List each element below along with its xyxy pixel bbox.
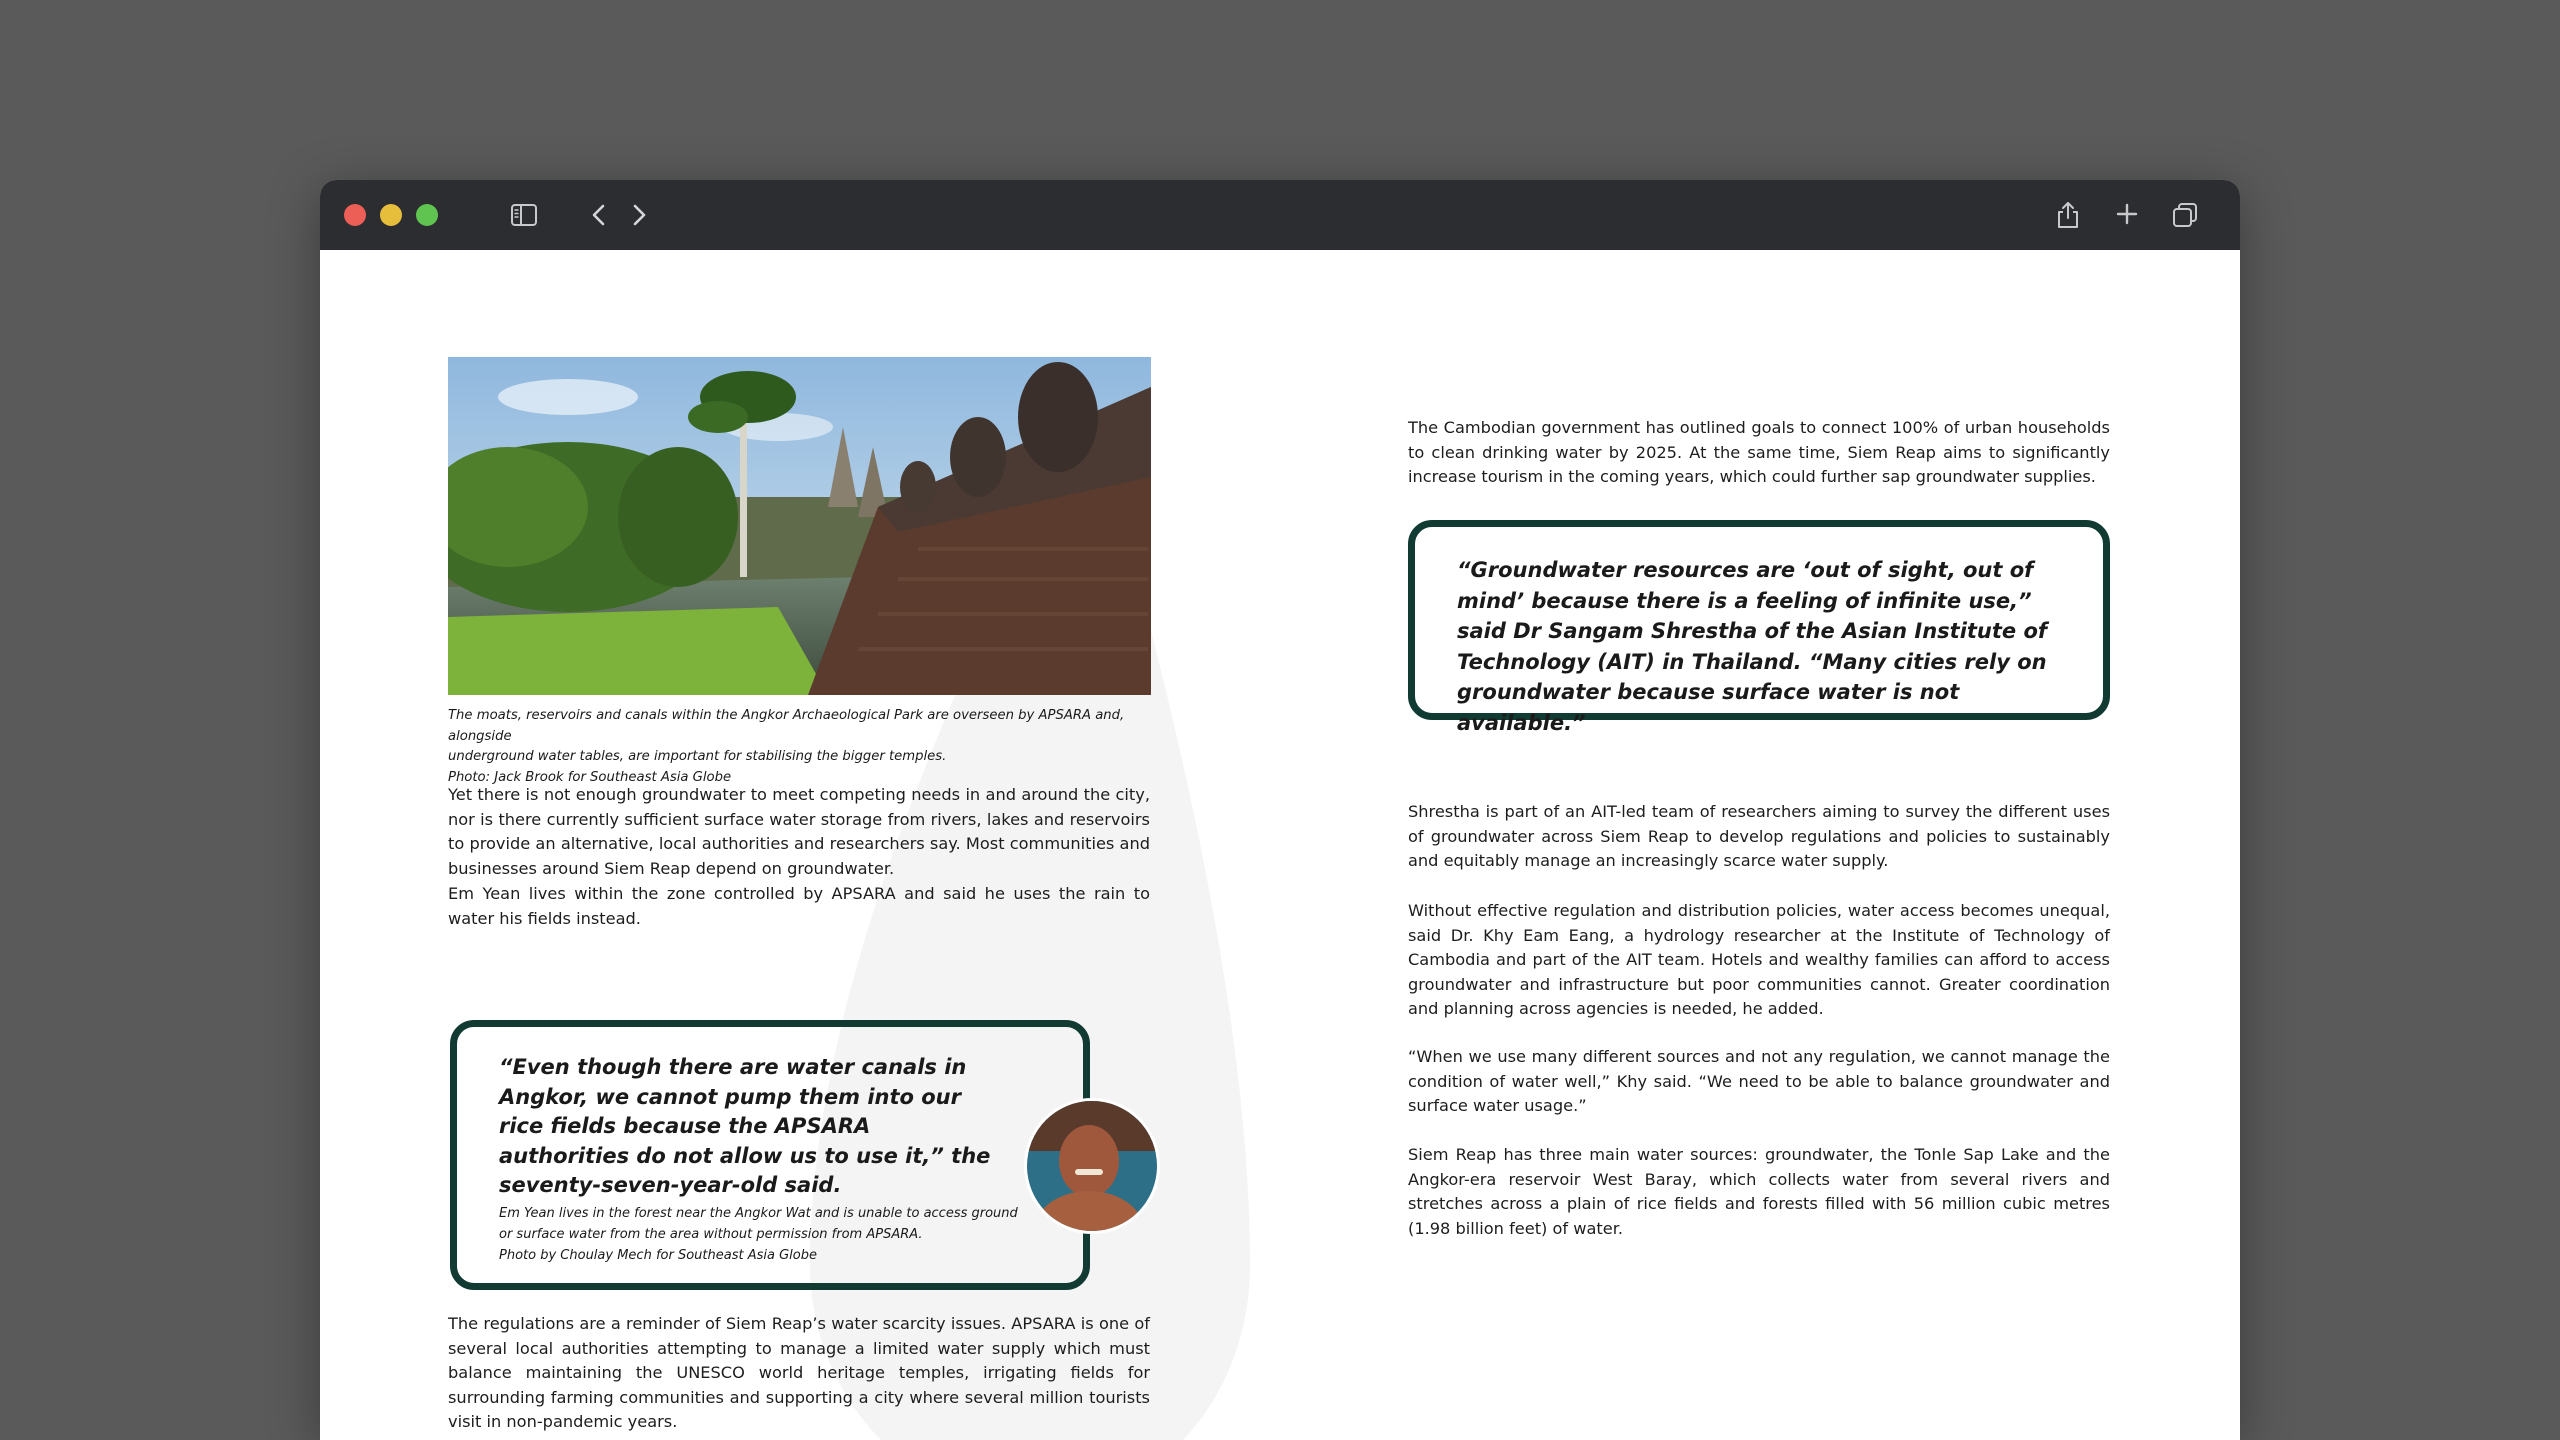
- body-paragraph: Siem Reap has three main water sources: groundwater, the Tonle Sap Lake and the Angkor-era reservoir West Baray, which collects water from several rivers and stretches across a plain of rice fields and forests filled with 56 million cubic metres (1.98 billion feet) of water.: [1408, 1145, 2110, 1238]
- pull-quote-box: [450, 1020, 1090, 1290]
- body-paragraph: Without effective regulation and distribution policies, water access becomes unequal, said Dr. Khy Eam Eang, a hydrology researcher at the Institute of Technology of Cambodia and part of the AIT team. Hotels and wealthy families can afford to access groundwater and infrastructure but poor communities cannot. Greater coordination and planning across agencies is needed, he added.: [1408, 901, 2110, 1018]
- em-yean-portrait: [1024, 1098, 1160, 1234]
- caption-line: underground water tables, are important for stabilising the bigger temples.: [448, 749, 947, 764]
- body-paragraph: The regulations are a reminder of Siem Reap’s water scarcity issues. APSARA is one of several local authorities attempting to manage a limited water supply which must balance maintaining the UNESCO world heritage temples, irrigating fields for surrounding farming communities and supporting a city where several million tourists visit in non-pandemic years.: [448, 1314, 1150, 1431]
- caption-line: Photo: Jack Brook for Southeast Asia Globe: [448, 769, 732, 785]
- article-page: [320, 250, 2240, 1440]
- quote-caption-line: Photo by Choulay Mech for Southeast Asia Globe: [499, 1248, 817, 1263]
- caption-line: The moats, reservoirs and canals within the Angkor Archaeological Park are overseen by APSARA and, alongside: [448, 708, 1125, 744]
- share-icon[interactable]: [2054, 198, 2082, 230]
- browser-toolbar: [320, 180, 2240, 250]
- photo-caption: [448, 706, 1150, 788]
- pull-quote-text: “Groundwater resources are ‘out of sight, out of mind’ because there is a feeling of infinite use,” said Dr Sangam Shrestha of the Asian Institute of Technology (AIT) in Thailand. “Many cities rely on groundwater because surface water is not available.”: [1457, 558, 2048, 735]
- body-paragraph: The Cambodian government has outlined goals to connect 100% of urban households to clean drinking water by 2025. At the same time, Siem Reap aims to significantly increase tourism in the coming years, which could further sap groundwater supplies.: [1408, 418, 2110, 486]
- quote-caption-line: Em Yean lives in the forest near the Angkor Wat and is unable to access ground: [499, 1206, 1018, 1221]
- minimize-window-button[interactable]: [380, 204, 402, 226]
- close-window-button[interactable]: [344, 204, 366, 226]
- browser-window: [320, 180, 2240, 1440]
- forward-icon[interactable]: [628, 202, 650, 228]
- zoom-window-button[interactable]: [416, 204, 438, 226]
- pull-quote-box: [1408, 520, 2110, 735]
- pull-quote-text: “Even though there are water canals in Angkor, we cannot pump them into our rice fields because the APSARA authorities do not allow us to use it,” the seventy-seven-year-old said.: [499, 1055, 991, 1197]
- new-tab-icon[interactable]: [2114, 201, 2140, 227]
- tabs-overview-icon[interactable]: [2170, 200, 2200, 230]
- body-paragraph: Shrestha is part of an AIT-led team of researchers aiming to survey the different uses of groundwater across Siem Reap to develop regulations and policies to sustainably and equitably manage an increasingly scarce water supply.: [1408, 802, 2110, 870]
- angkor-moat-photo: [448, 357, 1151, 695]
- back-icon[interactable]: [588, 202, 610, 228]
- body-paragraph: “When we use many different sources and not any regulation, we cannot manage the condition of water well,” Khy said. “We need to be able to balance groundwater and surface water usage.”: [1408, 1047, 2110, 1115]
- sidebar-icon[interactable]: [510, 202, 538, 228]
- body-paragraph: Em Yean lives within the zone controlled by APSARA and said he uses the rain to water his fields instead.: [448, 884, 1150, 928]
- body-paragraph: Yet there is not enough groundwater to meet competing needs in and around the city, nor is there currently sufficient surface water storage from rivers, lakes and reservoirs to provide an alternative, local authorities and researchers say. Most communities and businesses around Siem Reap depend on groundwater.: [448, 785, 1150, 878]
- quote-caption-line: or surface water from the area without permission from APSARA.: [499, 1227, 923, 1242]
